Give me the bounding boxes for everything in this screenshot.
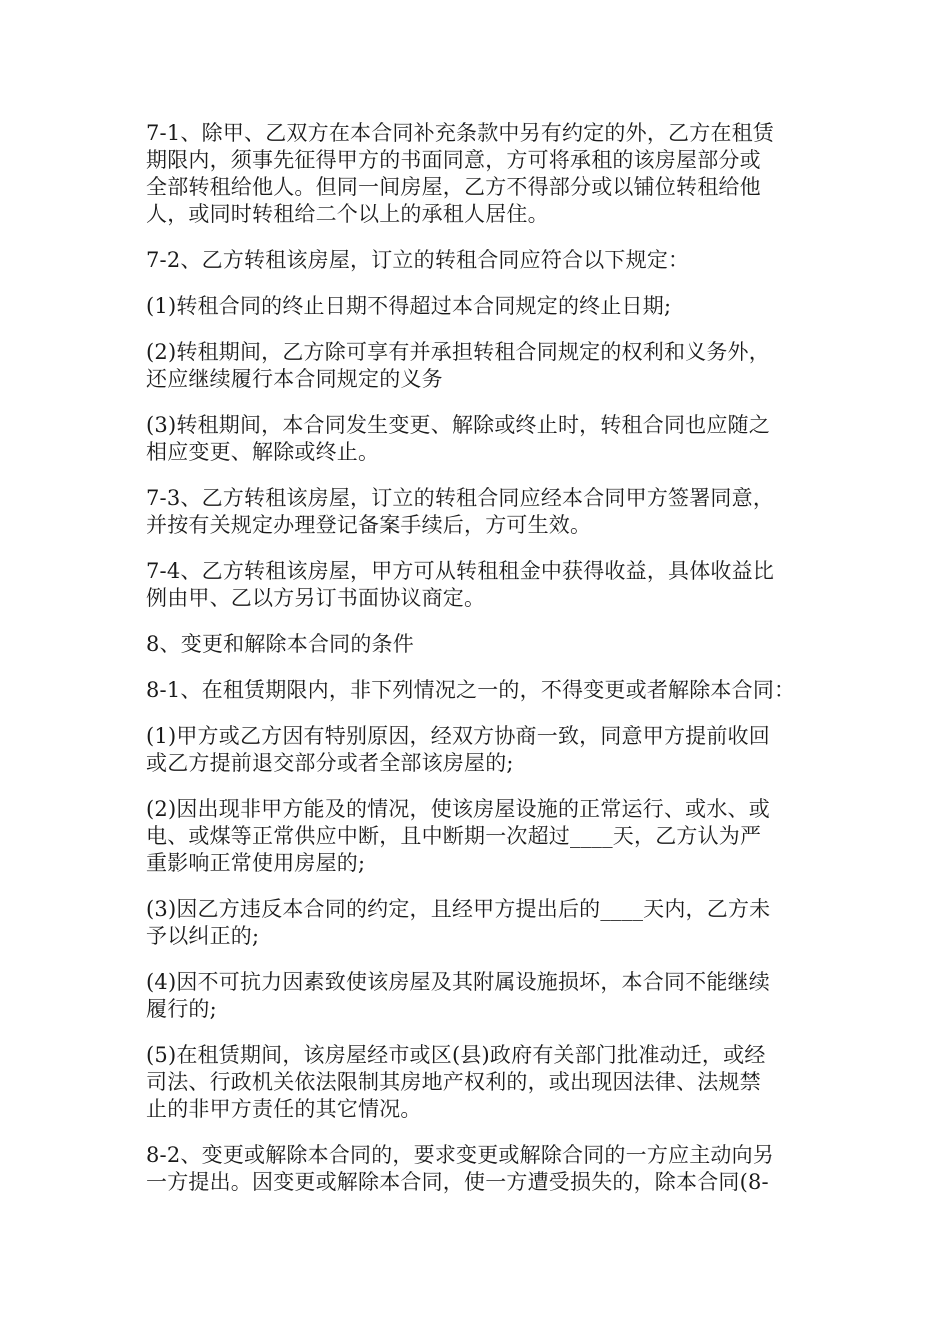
text-line: 期限内，须事先征得甲方的书面同意，方可将承租的该房屋部分或: [146, 148, 761, 172]
document-body: [146, 120, 814, 1215]
text-line: (2)转租期间，乙方除可享有并承担转租合同规定的权利和义务外，: [146, 340, 770, 364]
paragraph: [146, 969, 814, 1023]
paragraph: [146, 339, 814, 393]
text-line: (1)甲方或乙方因有特别原因，经双方协商一致，同意甲方提前收回: [146, 724, 770, 748]
text-line: (1)转租合同的终止日期不得超过本合同规定的终止日期;: [146, 294, 672, 318]
paragraph: [146, 631, 814, 658]
text-line: 8、变更和解除本合同的条件: [146, 632, 414, 656]
text-line: 司法、行政机关依法限制其房地产权利的，或出现因法律、法规禁: [146, 1070, 761, 1094]
text-line: 重影响正常使用房屋的;: [146, 851, 366, 875]
text-line: 人，或同时转租给二个以上的承租人居住。: [146, 202, 549, 226]
text-line: (3)因乙方违反本合同的约定，且经甲方提出后的____天内，乙方未: [146, 897, 771, 921]
text-line: (2)因出现非甲方能及的情况，使该房屋设施的正常运行、或水、或: [146, 797, 770, 821]
text-line: 一方提出。因变更或解除本合同，使一方遭受损失的，除本合同(8-: [146, 1170, 769, 1194]
paragraph: [146, 1042, 814, 1123]
text-line: 止的非甲方责任的其它情况。: [146, 1097, 422, 1121]
text-line: 相应变更、解除或终止。: [146, 440, 380, 464]
text-line: (3)转租期间，本合同发生变更、解除或终止时，转租合同也应随之: [146, 413, 770, 437]
text-line: 予以纠正的;: [146, 924, 260, 948]
paragraph: [146, 1142, 814, 1196]
text-line: (5)在租赁期间，该房屋经市或区(县)政府有关部门批准动迁，或经: [146, 1043, 766, 1067]
text-line: 8-1、在租赁期限内，非下列情况之一的，不得变更或者解除本合同：: [146, 678, 796, 702]
text-line: 电、或煤等正常供应中断，且中断期一次超过____天，乙方认为严: [146, 824, 762, 848]
paragraph: [146, 896, 814, 950]
text-line: 或乙方提前退交部分或者全部该房屋的;: [146, 751, 514, 775]
text-line: 7-2、乙方转租该房屋，订立的转租合同应符合以下规定：: [146, 248, 690, 272]
text-line: 全部转租给他人。但同一间房屋，乙方不得部分或以铺位转租给他: [146, 175, 761, 199]
text-line: (4)因不可抗力因素致使该房屋及其附属设施损坏，本合同不能继续: [146, 970, 770, 994]
paragraph: [146, 485, 814, 539]
paragraph: [146, 677, 814, 704]
paragraph: [146, 247, 814, 274]
paragraph: [146, 293, 814, 320]
paragraph: [146, 120, 814, 228]
paragraph: [146, 558, 814, 612]
text-line: 并按有关规定办理登记备案手续后，方可生效。: [146, 513, 592, 537]
paragraph: [146, 796, 814, 877]
text-line: 例由甲、乙以方另订书面协议商定。: [146, 586, 486, 610]
text-line: 7-3、乙方转租该房屋，订立的转租合同应经本合同甲方签署同意，: [146, 486, 775, 510]
paragraph: [146, 723, 814, 777]
text-line: 履行的;: [146, 997, 217, 1021]
text-line: 7-1、除甲、乙双方在本合同补充条款中另有约定的外，乙方在租赁: [146, 121, 775, 145]
text-line: 7-4、乙方转租该房屋，甲方可从转租租金中获得收益，具体收益比: [146, 559, 775, 583]
text-line: 8-2、变更或解除本合同的，要求变更或解除合同的一方应主动向另: [146, 1143, 775, 1167]
paragraph: [146, 412, 814, 466]
text-line: 还应继续履行本合同规定的义务: [146, 367, 443, 391]
